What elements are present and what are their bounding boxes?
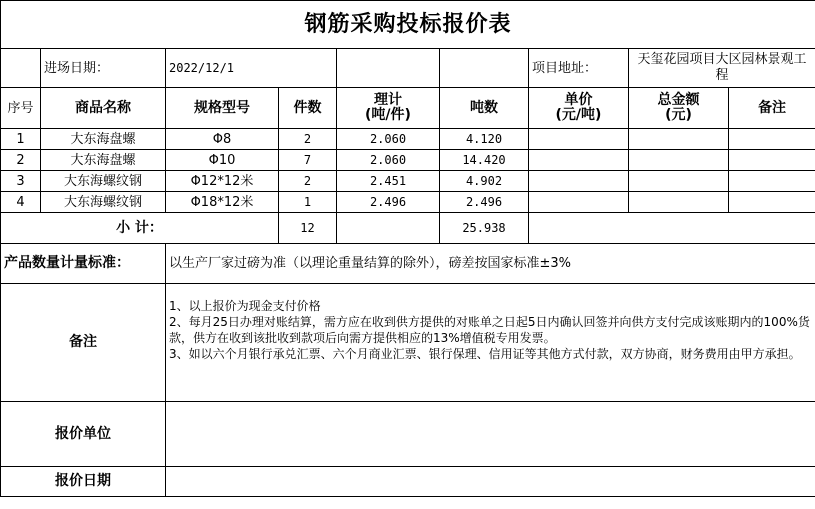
table-row[interactable] xyxy=(1,192,815,213)
cell-tons[interactable]: 14.420 xyxy=(440,150,529,171)
col-header-unit-price: 单价 (元/吨) xyxy=(529,88,629,129)
subtotal-row[interactable] xyxy=(1,213,815,244)
cell-qty[interactable]: 1 xyxy=(279,192,337,213)
cell-total[interactable] xyxy=(629,192,729,213)
info-cell-f[interactable] xyxy=(440,49,529,88)
cell-unit-weight[interactable]: 2.060 xyxy=(337,129,440,150)
cell-unit-price[interactable] xyxy=(529,129,629,150)
note-line-2: 2、每月25日办理对账结算，需方应在收到供方提供的对账单之日起5日内确认回签并向供方支付完成该账期内的100%货款，供方在收到该批收到款项后向需方提供相应的13%增值税专用发票。 xyxy=(169,315,810,345)
cell-qty[interactable]: 7 xyxy=(279,150,337,171)
page-title: 钢筋采购投标报价表 xyxy=(1,1,815,49)
cell-spec[interactable]: Φ18*12米 xyxy=(166,192,279,213)
col-header-name: 商品名称 xyxy=(41,88,166,129)
cell-name[interactable]: 大东海盘螺 xyxy=(41,129,166,150)
note-line-3: 3、如以六个月银行承兑汇票、六个月商业汇票、银行保理、信用证等其他方式付款，双方协商，财务费用由甲方承担。 xyxy=(169,347,801,361)
notes-body[interactable] xyxy=(166,284,815,402)
quote-unit-label: 报价单位 xyxy=(1,402,166,467)
cell-seq[interactable]: 3 xyxy=(1,171,41,192)
info-blank-cell[interactable] xyxy=(1,49,41,88)
cell-total[interactable] xyxy=(629,171,729,192)
col-header-unit-weight: 理计 (吨/件) xyxy=(337,88,440,129)
table-row[interactable] xyxy=(1,150,815,171)
col-header-remark: 备注 xyxy=(729,88,815,129)
cell-remark[interactable] xyxy=(729,129,815,150)
cell-remark[interactable] xyxy=(729,171,815,192)
cell-qty[interactable]: 2 xyxy=(279,129,337,150)
quote-date-value[interactable] xyxy=(166,467,815,497)
info-cell-e[interactable] xyxy=(337,49,440,88)
cell-remark[interactable] xyxy=(729,192,815,213)
address-label: 项目地址： xyxy=(529,49,629,88)
cell-seq[interactable]: 2 xyxy=(1,150,41,171)
col-header-tons: 吨数 xyxy=(440,88,529,129)
quote-date-label: 报价日期 xyxy=(1,467,166,497)
subtotal-qty[interactable]: 12 xyxy=(279,213,337,244)
quote-unit-value[interactable] xyxy=(166,402,815,467)
cell-unit-price[interactable] xyxy=(529,150,629,171)
cell-unit-weight[interactable]: 2.060 xyxy=(337,150,440,171)
cell-total[interactable] xyxy=(629,129,729,150)
cell-seq[interactable]: 4 xyxy=(1,192,41,213)
subtotal-tons[interactable]: 25.938 xyxy=(440,213,529,244)
cell-unit-weight[interactable]: 2.451 xyxy=(337,171,440,192)
standard-label: 产品数量计量标准： xyxy=(1,244,166,284)
cell-name[interactable]: 大东海螺纹钢 xyxy=(41,171,166,192)
cell-unit-weight[interactable]: 2.496 xyxy=(337,192,440,213)
cell-spec[interactable]: Φ10 xyxy=(166,150,279,171)
cell-seq[interactable]: 1 xyxy=(1,129,41,150)
cell-remark[interactable] xyxy=(729,150,815,171)
subtotal-label: 小 计： xyxy=(1,213,279,244)
notes-label: 备注 xyxy=(1,284,166,402)
subtotal-unit-weight[interactable] xyxy=(337,213,440,244)
cell-spec[interactable]: Φ12*12米 xyxy=(166,171,279,192)
col-header-total: 总金额 (元) xyxy=(629,88,729,129)
cell-total[interactable] xyxy=(629,150,729,171)
cell-name[interactable]: 大东海盘螺 xyxy=(41,150,166,171)
subtotal-blank[interactable] xyxy=(529,213,815,244)
cell-tons[interactable]: 4.120 xyxy=(440,129,529,150)
cell-unit-price[interactable] xyxy=(529,171,629,192)
cell-qty[interactable]: 2 xyxy=(279,171,337,192)
table-row[interactable] xyxy=(1,129,815,150)
col-header-seq: 序号 xyxy=(1,88,41,129)
cell-unit-price[interactable] xyxy=(529,192,629,213)
col-header-spec: 规格型号 xyxy=(166,88,279,129)
cell-spec[interactable]: Φ8 xyxy=(166,129,279,150)
col-header-qty: 件数 xyxy=(279,88,337,129)
standard-text[interactable]: 以生产厂家过磅为准（以理论重量结算的除外），磅差按国家标准±3% xyxy=(166,244,815,284)
address-value[interactable]: 天玺花园项目大区园林景观工程 xyxy=(629,49,815,88)
table-row[interactable] xyxy=(1,171,815,192)
cell-name[interactable]: 大东海螺纹钢 xyxy=(41,192,166,213)
cell-tons[interactable]: 2.496 xyxy=(440,192,529,213)
date-value[interactable]: 2022/12/1 xyxy=(166,49,337,88)
date-label: 进场日期： xyxy=(41,49,166,88)
cell-tons[interactable]: 4.902 xyxy=(440,171,529,192)
note-line-1: 1、以上报价为现金支付价格 xyxy=(169,299,321,313)
